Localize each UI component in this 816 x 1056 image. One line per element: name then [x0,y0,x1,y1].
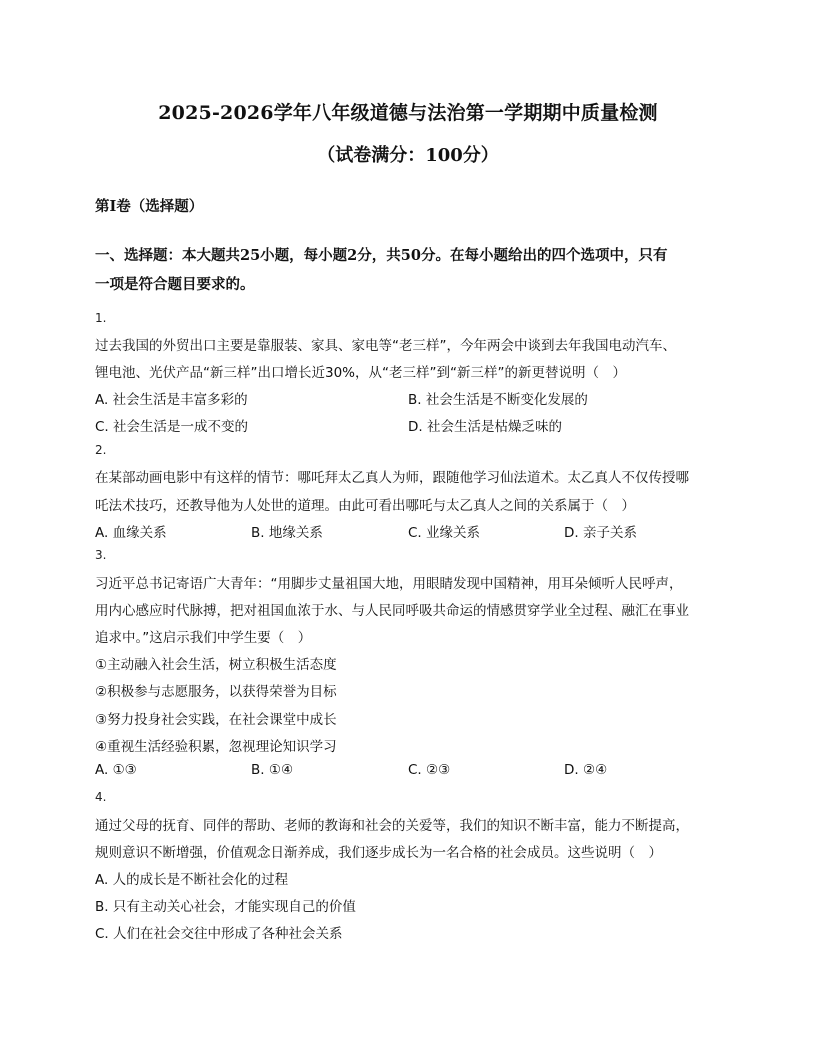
instructions-line-1: 一、选择题：本大题共25小题，每小题2分，共50分。在每小题给出的四个选项中，只有 [95,247,668,264]
question-1-option-d: D. 社会生活是枯燥乏味的 [408,419,562,435]
question-number-3: 3. [95,548,107,562]
question-4-option-b: B. 只有主动关心社会，才能实现自己的价值 [95,899,356,915]
question-1-stem-line-2: 锂电池、光伏产品“新三样”出口增长近30%，从“老三样”到“新三样”的新更替说明（ ） [95,365,626,381]
question-4-option-c: C. 人们在社会交往中形成了各种社会关系 [95,926,343,942]
question-2-option-c: C. 业缘关系 [408,525,481,541]
question-2-stem-line-2: 吒法术技巧，还教导他为人处世的道理。由此可看出哪吒与太乙真人之间的关系属于（ ） [95,498,635,514]
question-1-option-c: C. 社会生活是一成不变的 [95,419,249,435]
question-2-option-a: A. 血缘关系 [95,525,167,541]
question-3-statement-1: ①主动融入社会生活，树立积极生活态度 [95,657,337,673]
question-3-statement-2: ②积极参与志愿服务，以获得荣誉为目标 [95,684,337,700]
question-4-option-a: A. 人的成长是不断社会化的过程 [95,872,289,888]
question-3-stem-line-2: 用内心感应时代脉搏，把对祖国血浓于水、与人民同呼吸共命运的情感贯穿学业全过程、融汇在事业 [95,603,689,619]
question-4-stem-line-2: 规则意识不断增强，价值观念日渐养成，我们逐步成长为一名合格的社会成员。这些说明（ ） [95,845,662,861]
question-1-option-a: A. 社会生活是丰富多彩的 [95,392,248,408]
question-number-4: 4. [95,790,107,804]
question-4-stem-line-1: 通过父母的抚育、同伴的帮助、老师的教诲和社会的关爱等，我们的知识不断丰富，能力不断提高， [95,818,689,834]
question-3-option-a: A. ①③ [95,762,137,778]
question-number-2: 2. [95,443,107,457]
question-3-statement-3: ③努力投身社会实践，在社会课堂中成长 [95,712,337,728]
question-2-stem-line-1: 在某部动画电影中有这样的情节：哪吒拜太乙真人为师，跟随他学习仙法道术。太乙真人不仅传授哪 [95,470,689,486]
question-3-option-d: D. ②④ [564,762,608,778]
question-3-stem-line-3: 追求中。”这启示我们中学生要（ ） [95,630,312,646]
question-2-option-b: B. 地缘关系 [251,525,323,541]
question-3-option-b: B. ①④ [251,762,294,778]
question-3-option-c: C. ②③ [408,762,451,778]
question-3-statement-4: ④重视生活经验积累，忽视理论知识学习 [95,739,337,755]
question-1-stem-line-1: 过去我国的外贸出口主要是靠服装、家具、家电等“老三样”，今年两会中谈到去年我国电动汽车、 [95,338,676,354]
question-3-stem-line-1: 习近平总书记寄语广大青年：“用脚步丈量祖国大地，用眼睛发现中国精神，用耳朵倾听人民呼声， [95,576,683,592]
instructions-line-2: 一项是符合题目要求的。 [95,276,255,293]
question-1-option-b: B. 社会生活是不断变化发展的 [408,392,588,408]
question-number-1: 1. [95,311,107,325]
question-2-option-d: D. 亲子关系 [564,525,637,541]
exam-title: 2025-2026学年八年级道德与法治第一学期期中质量检测 [158,102,658,124]
section-title: 第Ⅰ卷（选择题） [95,198,204,215]
exam-subtitle: （试卷满分：100分） [317,145,499,166]
